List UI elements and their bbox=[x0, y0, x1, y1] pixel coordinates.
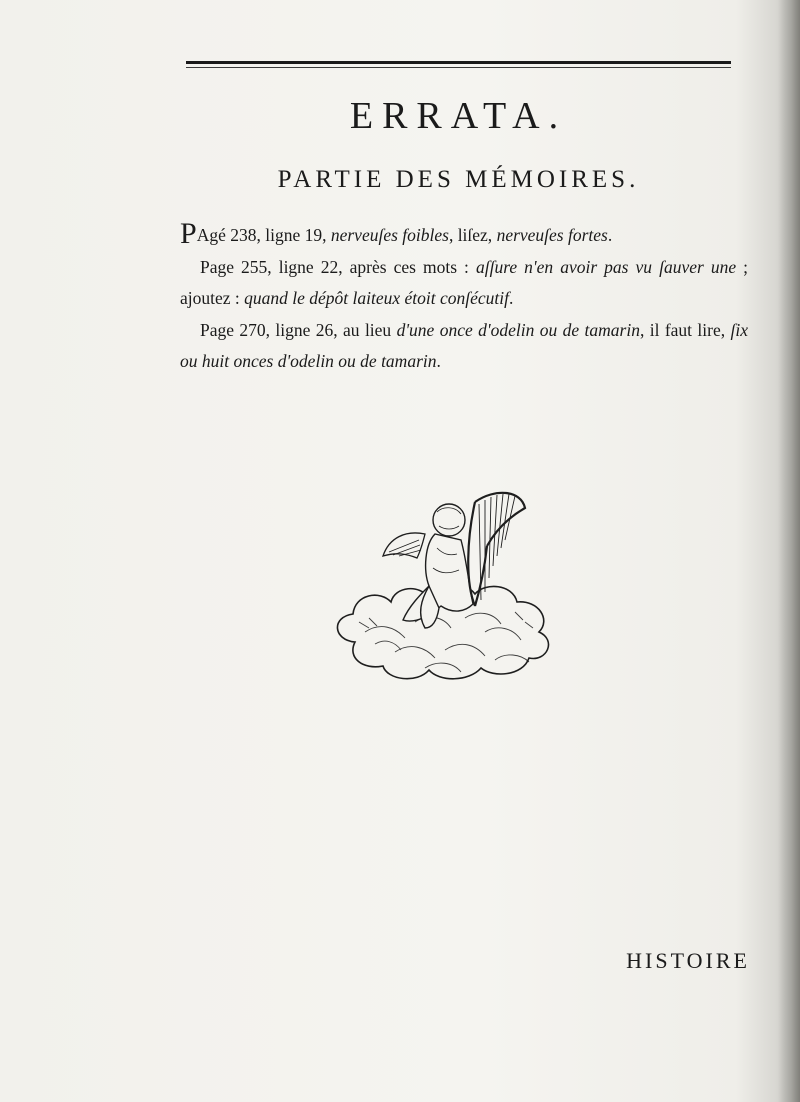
drop-cap: P bbox=[180, 217, 197, 250]
entry-correction: quand le dépôt laiteux étoit conſécutif bbox=[244, 288, 509, 308]
entry-erroneous-text: d'une once d'odelin ou de tamarin bbox=[396, 319, 640, 340]
entry-end: . bbox=[436, 351, 441, 371]
entry-end: . bbox=[607, 225, 613, 245]
entry-lead: Page 270, ligne 26, au lieu bbox=[200, 319, 397, 340]
header-rule-thin bbox=[186, 67, 731, 68]
entry-end: . bbox=[509, 288, 514, 308]
page-edge-shadow bbox=[778, 0, 800, 1102]
errata-entry bbox=[180, 217, 748, 252]
page-title: ERRATA. bbox=[349, 95, 568, 137]
catchword: HISTOIRE bbox=[626, 948, 750, 973]
errata-entry bbox=[180, 252, 748, 315]
entry-erroneous-text: aſſure n'en avoir pas vu ſauver une bbox=[475, 256, 737, 277]
entry-connector: , liſez, bbox=[448, 225, 497, 245]
entry-lead: Agé 238, ligne 19, bbox=[196, 225, 331, 245]
cherub-with-harp-on-cloud-icon bbox=[325, 482, 560, 692]
entry-connector: ; ajoutez : bbox=[180, 256, 748, 308]
entry-connector: , il faut lire, bbox=[639, 319, 731, 340]
errata-list bbox=[180, 217, 748, 378]
section-title: PARTIE DES MÉMOIRES. bbox=[277, 166, 640, 193]
entry-lead: Page 255, ligne 22, après ces mots : bbox=[200, 256, 476, 277]
entry-correction: nerveuſes fortes bbox=[496, 225, 608, 245]
header-rule-thick bbox=[186, 61, 731, 64]
entry-correction: ſix ou huit onces d'odelin ou de tamarin bbox=[180, 319, 748, 371]
entry-erroneous-text: nerveuſes foibles bbox=[330, 225, 449, 245]
errata-entry bbox=[180, 315, 748, 378]
